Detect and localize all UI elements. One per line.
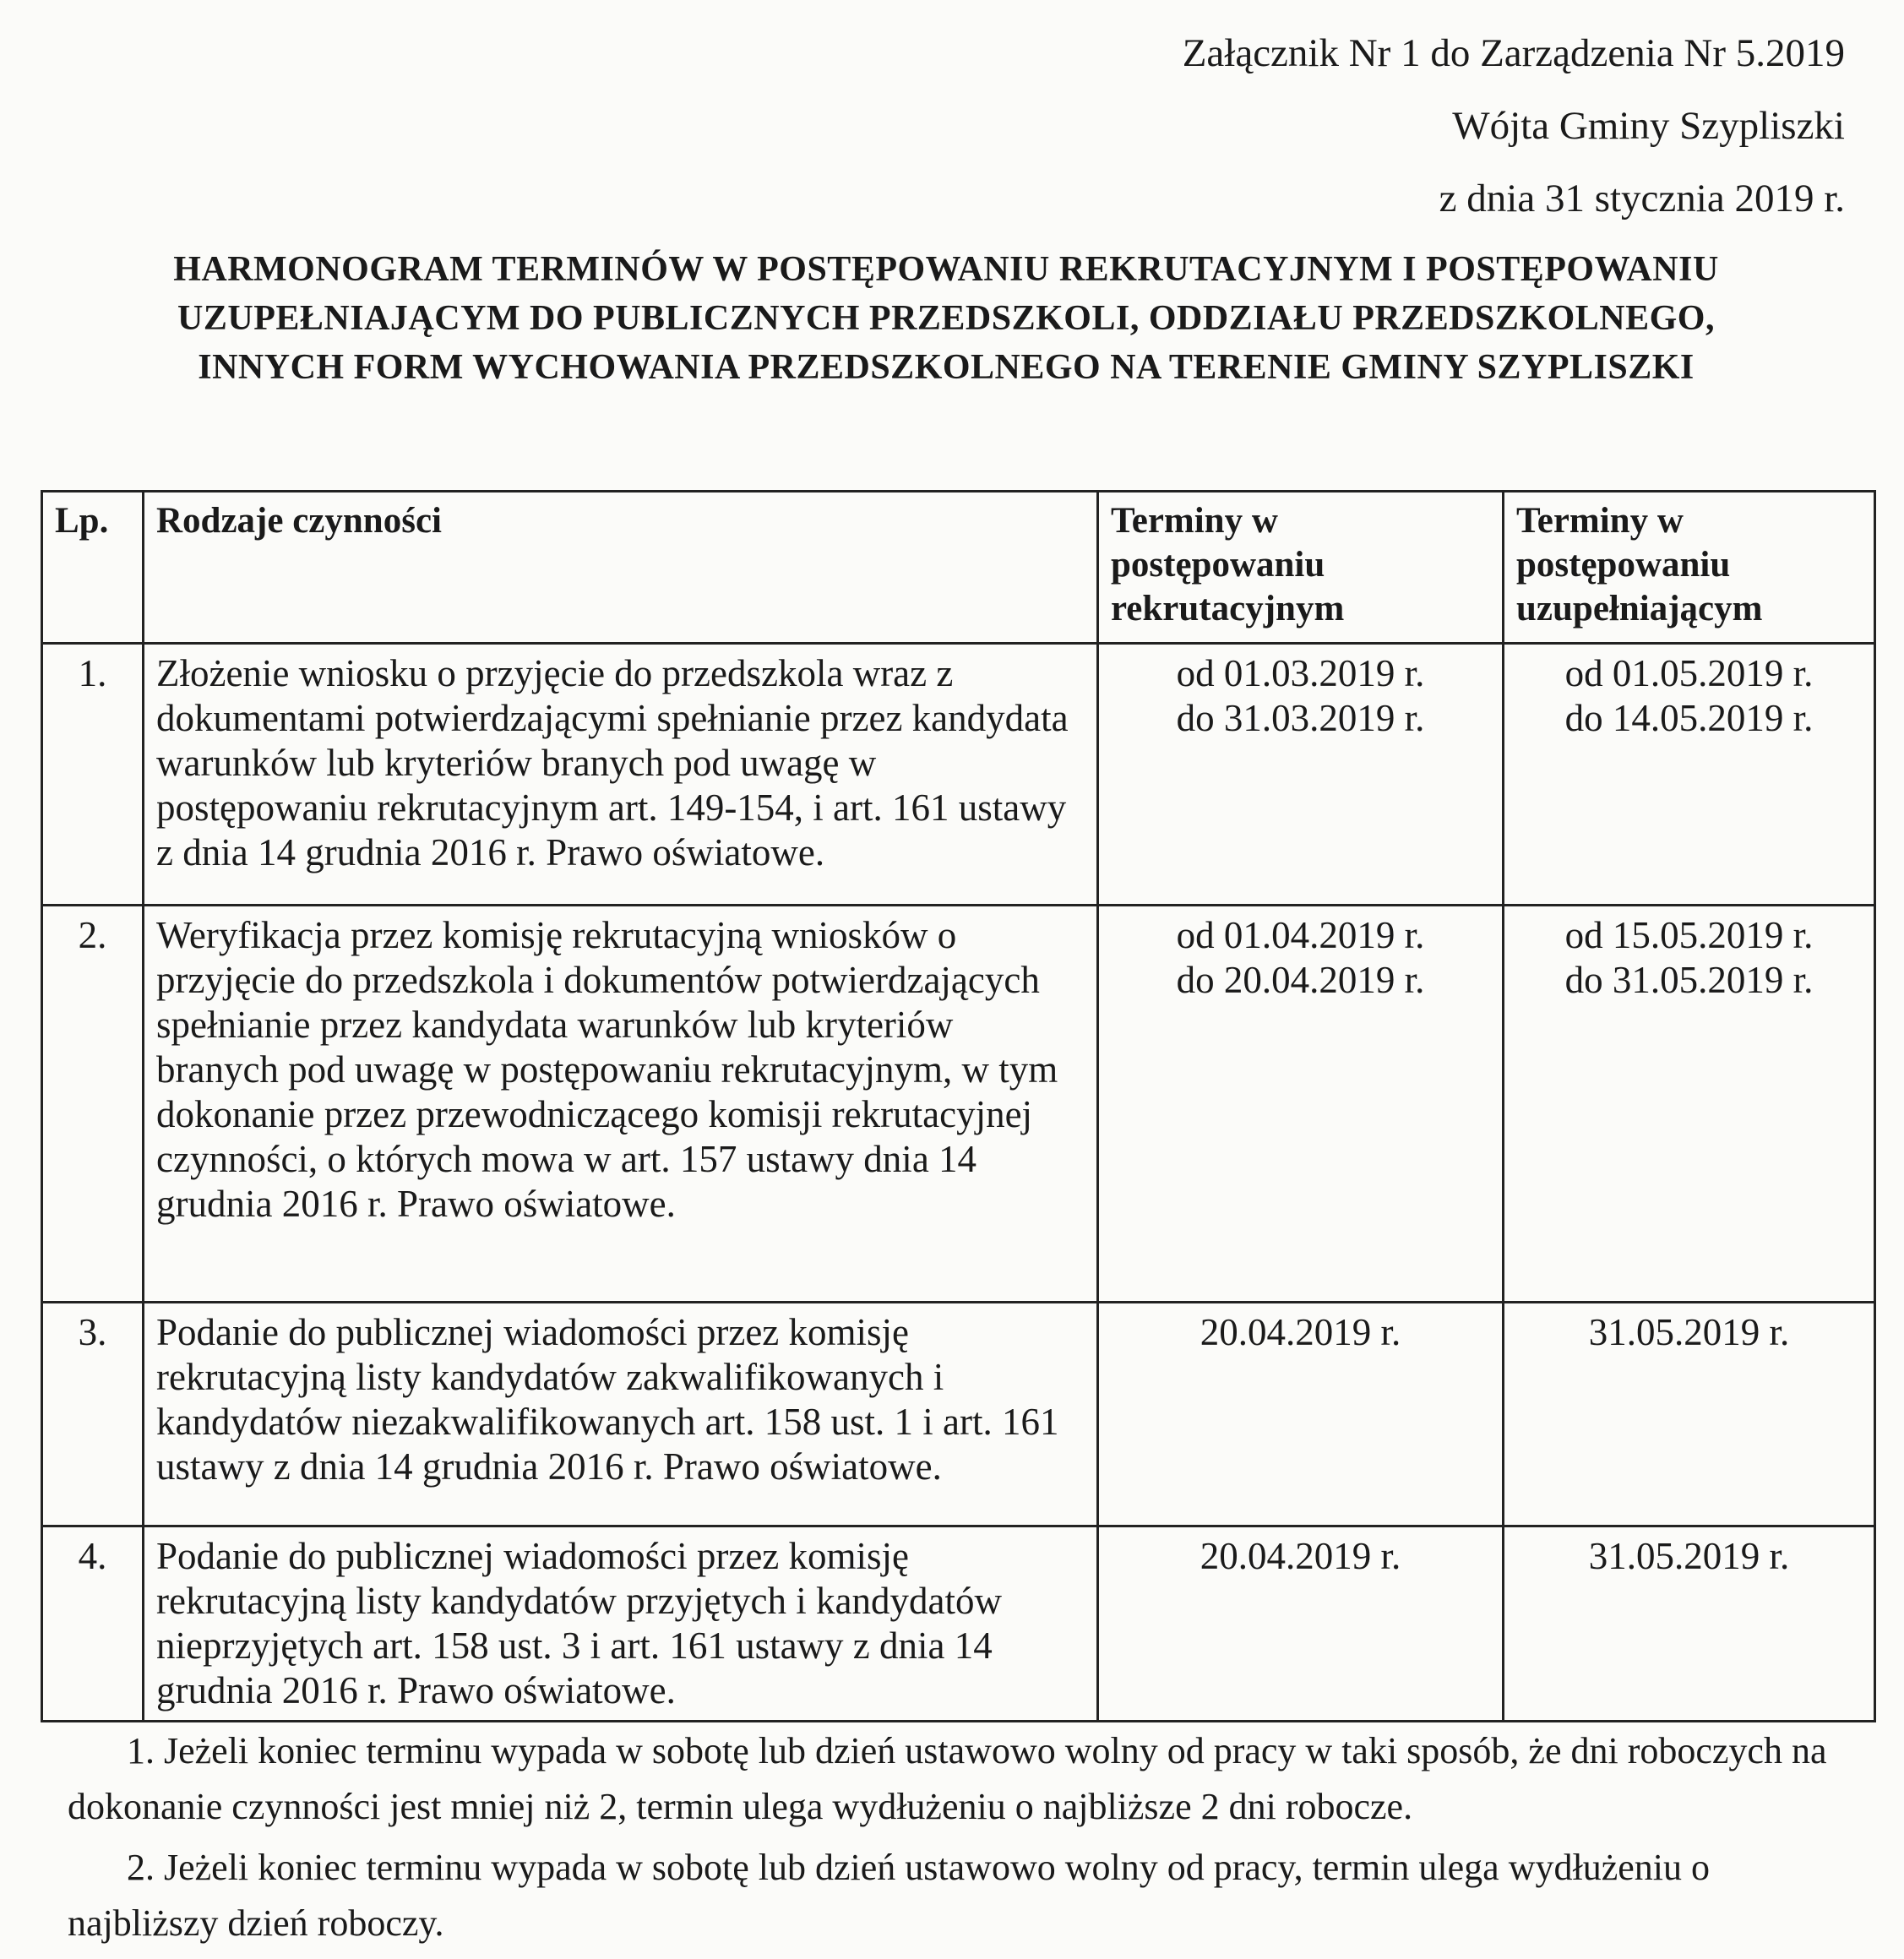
table-row	[42, 1526, 1875, 1722]
row-recruitment-dates: od 01.04.2019 r. do 20.04.2019 r.	[1098, 906, 1504, 1303]
row-lp: 4.	[42, 1526, 144, 1722]
row-recruitment-dates: 20.04.2019 r.	[1098, 1303, 1504, 1526]
row-lp: 2.	[42, 906, 144, 1303]
row-lp: 1.	[42, 644, 144, 906]
header-recruitment: Terminy w postępowaniu rekrutacyjnym	[1098, 492, 1504, 644]
header-supplementary: Terminy w postępowaniu uzupełniającym	[1504, 492, 1875, 644]
row-activity: Weryfikacja przez komisję rekrutacyjną wniosków o przyjęcie do przedszkola i dokumentów potwierdzających spełnianie przez kandydata warunków lub kryteriów branych pod uwagę w postępowaniu rekrutacyjnym, w tym dokonanie przez przewodniczącego komisji rekrutacyjnej czynności, o których mowa w art. 157 ustawy dnia 14 grudnia 2016 r. Prawo oświatowe.	[144, 906, 1098, 1303]
row-lp: 3.	[42, 1303, 144, 1526]
attachment-line-3: z dnia 31 stycznia 2019 r.	[1439, 177, 1845, 220]
document-title	[93, 245, 1799, 392]
row-supplementary-dates: od 15.05.2019 r. do 31.05.2019 r.	[1504, 906, 1875, 1303]
footnotes	[68, 1723, 1858, 1956]
row-recruitment-dates: 20.04.2019 r.	[1098, 1526, 1504, 1722]
row-supplementary-dates: 31.05.2019 r.	[1504, 1303, 1875, 1526]
table-row	[42, 1303, 1875, 1526]
row-activity: Podanie do publicznej wiadomości przez komisję rekrutacyjną listy kandydatów zakwalifikowanych i kandydatów niezakwalifikowanych art. 158 ust. 1 i art. 161 ustawy z dnia 14 grudnia 2016 r. Prawo oświatowe.	[144, 1303, 1098, 1526]
title-line-2: UZUPEŁNIAJĄCYM DO PUBLICZNYCH PRZEDSZKOLI, ODDZIAŁU PRZEDSZKOLNEGO,	[177, 299, 1715, 338]
footnote-2: 2. Jeżeli koniec terminu wypada w sobotę lub dzień ustawowo wolny od pracy, termin ulega wydłużeniu o najbliższy dzień roboczy.	[68, 1847, 1710, 1944]
table-row	[42, 644, 1875, 906]
attachment-header	[1183, 17, 1845, 235]
row-activity: Podanie do publicznej wiadomości przez komisję rekrutacyjną listy kandydatów przyjętych i kandydatów nieprzyjętych art. 158 ust. 3 i art. 161 ustawy z dnia 14 grudnia 2016 r. Prawo oświatowe.	[144, 1526, 1098, 1722]
row-supplementary-dates: od 01.05.2019 r. do 14.05.2019 r.	[1504, 644, 1875, 906]
header-lp: Lp.	[42, 492, 144, 644]
table-row	[42, 906, 1875, 1303]
table-header-row	[42, 492, 1875, 644]
row-recruitment-dates: od 01.03.2019 r. do 31.03.2019 r.	[1098, 644, 1504, 906]
title-line-1: HARMONOGRAM TERMINÓW W POSTĘPOWANIU REKRUTACYJNYM I POSTĘPOWANIU	[173, 250, 1719, 289]
attachment-line-1: Załącznik Nr 1 do Zarządzenia Nr 5.2019	[1182, 31, 1845, 75]
title-line-3: INNYCH FORM WYCHOWANIA PRZEDSZKOLNEGO NA TERENIE GMINY SZYPLISZKI	[198, 348, 1695, 387]
header-activity: Rodzaje czynności	[144, 492, 1098, 644]
schedule-table	[41, 490, 1876, 1722]
attachment-line-2: Wójta Gminy Szypliszki	[1452, 104, 1845, 148]
row-supplementary-dates: 31.05.2019 r.	[1504, 1526, 1875, 1722]
row-activity: Złożenie wniosku o przyjęcie do przedszkola wraz z dokumentami potwierdzającymi spełnianie przez kandydata warunków lub kryteriów branych pod uwagę w postępowaniu rekrutacyjnym art. 149-154, i art. 161 ustawy z dnia 14 grudnia 2016 r. Prawo oświatowe.	[144, 644, 1098, 906]
footnote-1: 1. Jeżeli koniec terminu wypada w sobotę lub dzień ustawowo wolny od pracy w taki sposób, że dni roboczych na dokonanie czynności jest mniej niż 2, termin ulega wydłużeniu o najbliższe 2 dni robocze.	[68, 1730, 1827, 1827]
